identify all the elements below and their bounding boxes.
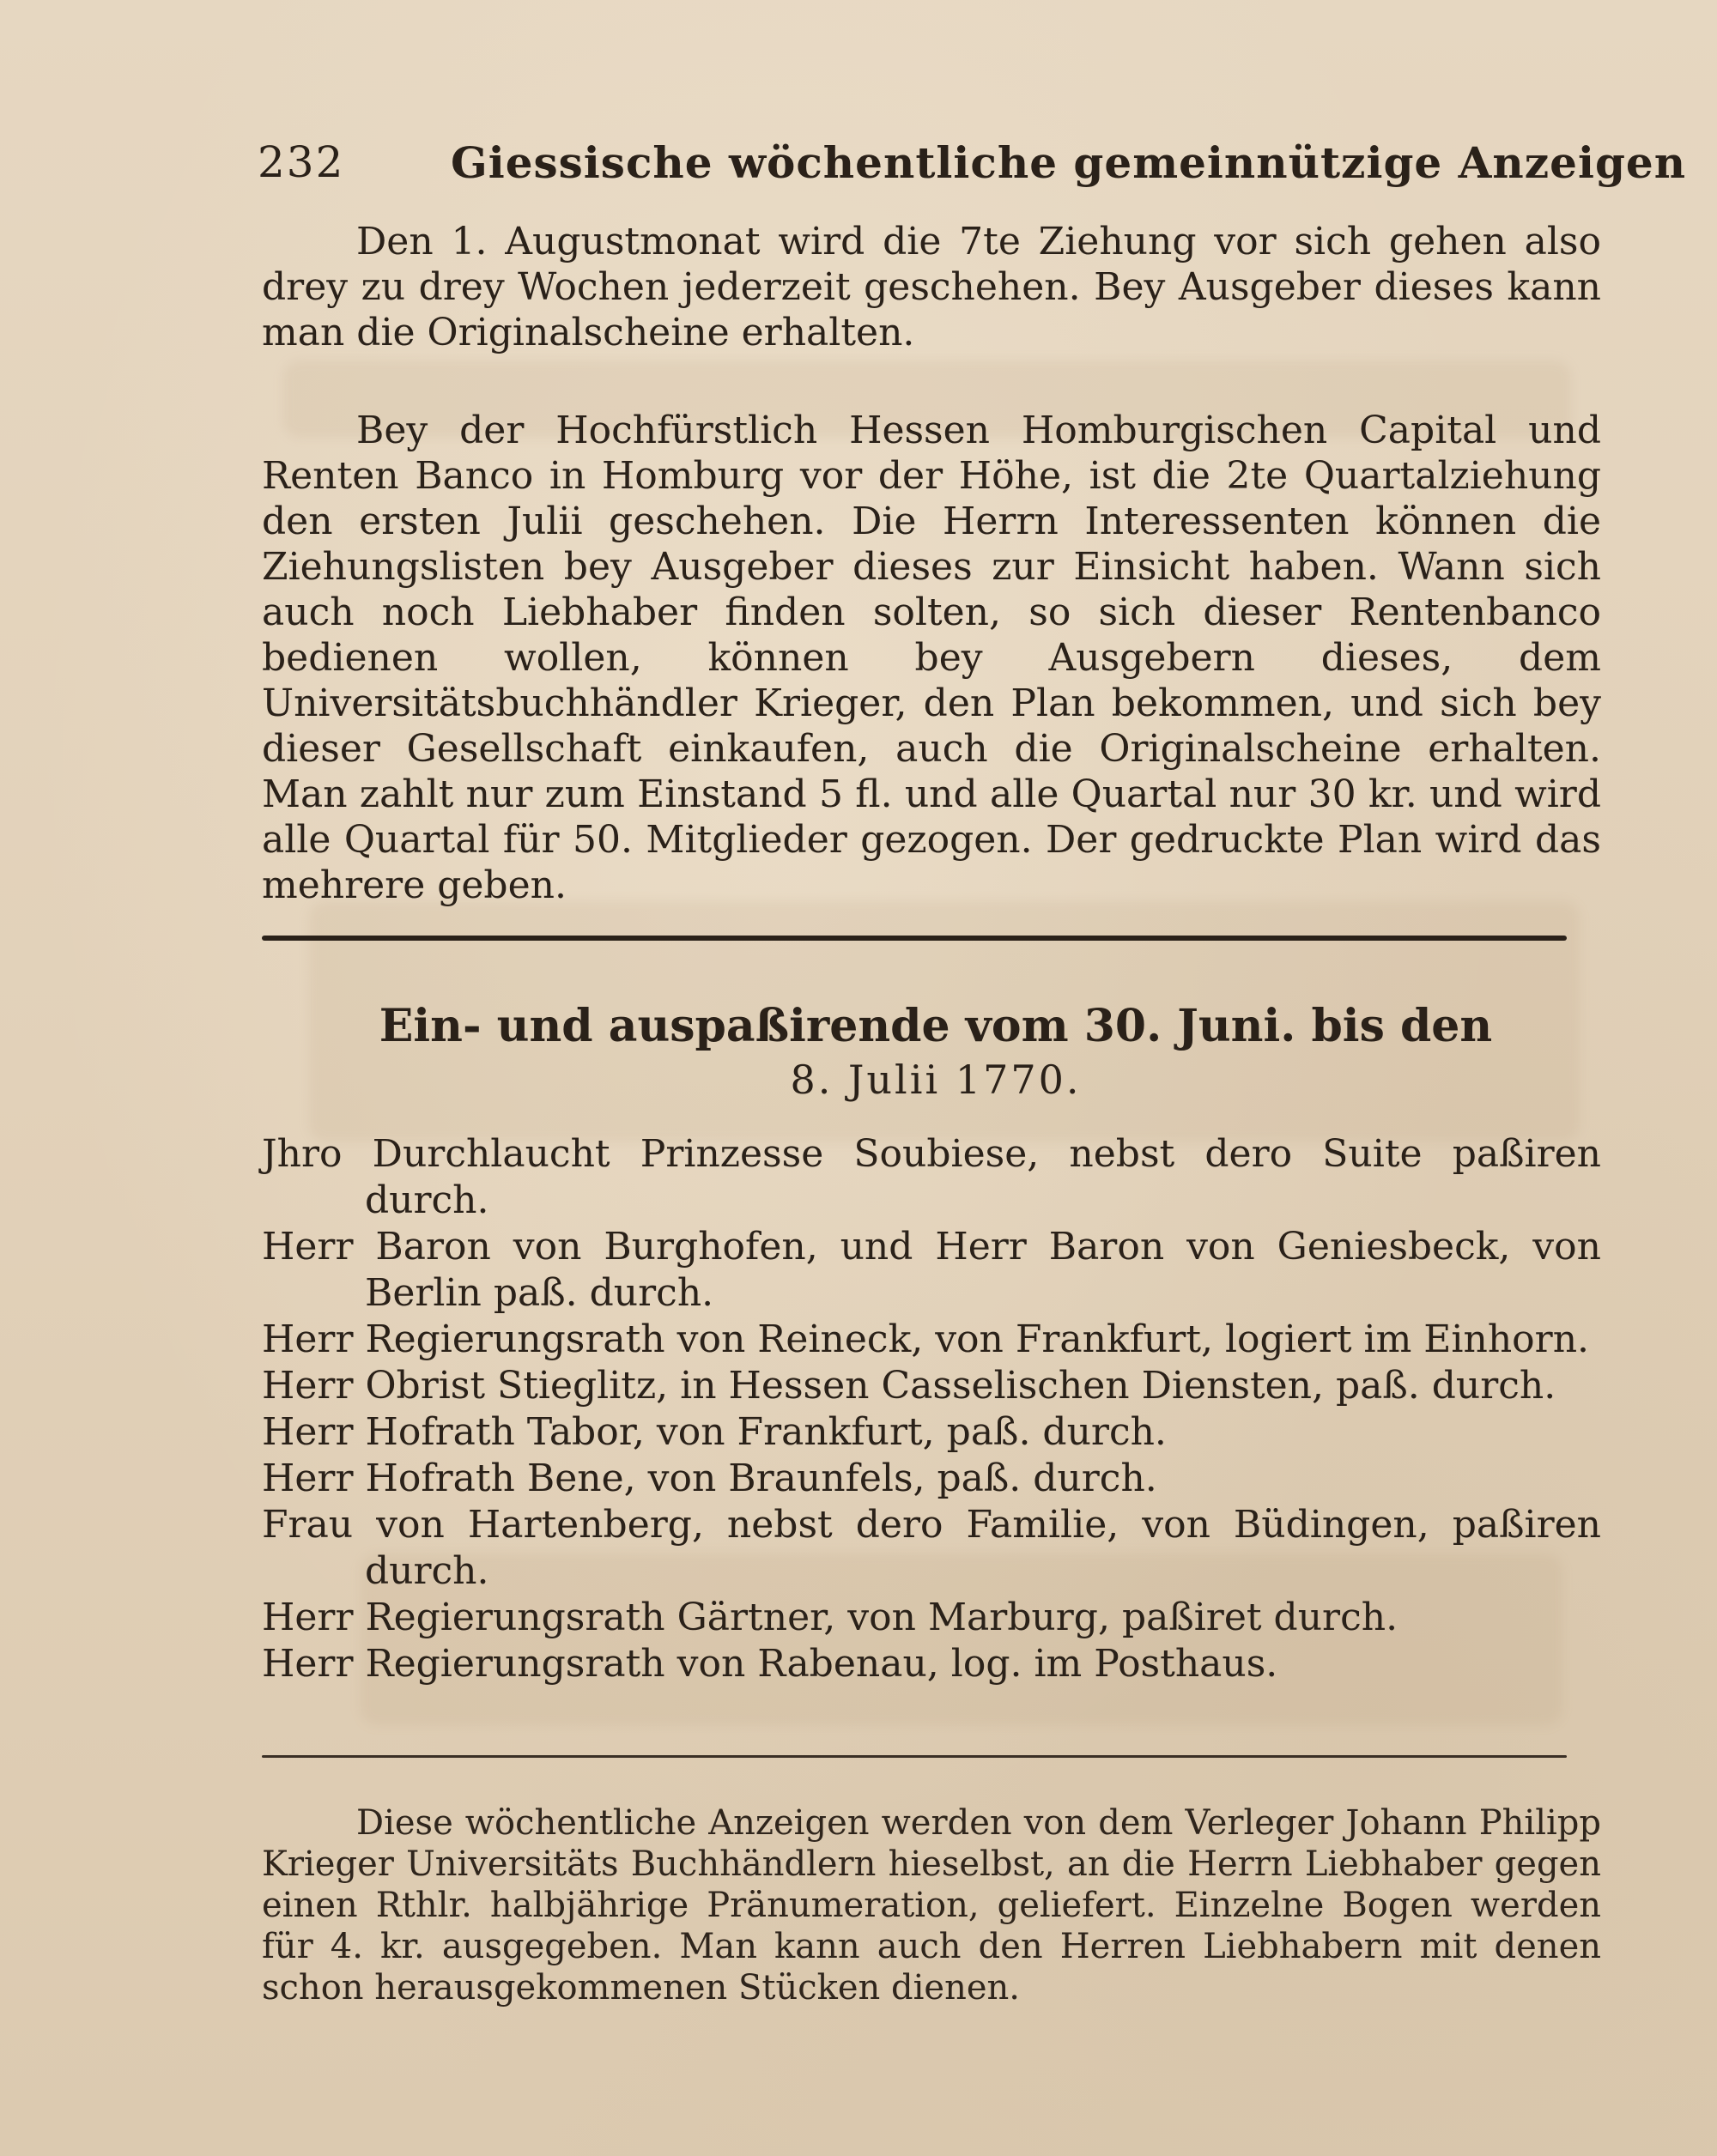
paragraph-text: Bey der Hochfürstlich Hessen Homburgischen Capital und Renten Banco in Homburg vor der Höhe, ist die 2te Quartalziehung den ersten Julii geschehen. Die Herrn Interessenten können die Ziehungslisten bey Ausgeber dieses zur Einsicht haben. Wann sich auch noch Liebhaber finden solten, so sich dieser Rentenbanco bedienen wollen, können bey Ausgebern dieses, dem Universitätsbuchhändler Krieger, den Plan bekommen, und sich bey dieser Gesellschaft einkaufen, auch die Originalscheine erhalten. Man zahlt nur zum Einstand 5 fl. und alle Quartal nur 30 kr. und wird alle Quartal für 50. Mitglieder gezogen. Der gedruckte Plan wird das mehrere geben. xyxy=(262,409,1601,907)
running-title: Giessische wöchentliche gemeinnützige Anzeigen xyxy=(451,137,1687,188)
list-item: Herr Hofrath Tabor, von Frankfurt, paß. durch. xyxy=(262,1410,1167,1454)
list-item: Herr Hofrath Bene, von Braunfels, paß. durch. xyxy=(262,1457,1157,1500)
list-item: Herr Regierungsrath von Reineck, von Frankfurt, logiert im Einhorn. xyxy=(262,1317,1590,1361)
section-heading xyxy=(378,1000,1494,1106)
section-heading-line1: Ein- und auspaßirende vom 30. Juni. bis den xyxy=(379,1000,1493,1052)
paragraph-text: Den 1. Augustmonat wird die 7te Ziehung vor sich gehen also drey zu drey Wochen jederzeit geschehen. Bey Ausgeber dieses kann man die Originalscheine erhalten. xyxy=(262,220,1601,354)
list-item: Herr Regierungsrath von Rabenau, log. im Posthaus. xyxy=(262,1642,1278,1686)
list-item: Jhro Durchlaucht Prinzesse Soubiese, nebst dero Suite paßiren durch. xyxy=(262,1132,1601,1222)
section-heading-line2: 8. Julii 1770. xyxy=(790,1057,1082,1103)
list-item: Herr Obrist Stieglitz, in Hessen Casselischen Diensten, paß. durch. xyxy=(262,1364,1556,1408)
list-item: Frau von Hartenberg, nebst dero Familie, von Büdingen, paßiren durch. xyxy=(262,1503,1601,1593)
paragraph-lottery-drawing xyxy=(262,219,1601,355)
footer-notice xyxy=(262,1802,1601,2008)
list-item: Herr Baron von Burghofen, und Herr Baron von Geniesbeck, von Berlin paß. durch. xyxy=(262,1225,1601,1315)
travellers-list xyxy=(262,1131,1601,1687)
footer-divider xyxy=(262,1755,1567,1758)
page-number: 232 xyxy=(258,137,345,187)
section-divider xyxy=(262,936,1567,941)
footer-notice-text: Diese wöchentliche Anzeigen werden von dem Verleger Johann Philipp Krieger Universitäts Buchhändlern hieselbst, an die Herrn Liebhaber gegen einen Rthlr. halbjährige Pränumeration, geliefert. Einzelne Bogen werden für 4. kr. ausgegeben. Man kann auch den Herren Liebhabern mit denen schon herausgekommenen Stücken dienen. xyxy=(262,1803,1601,2008)
paragraph-renten-banco xyxy=(262,408,1601,908)
list-item: Herr Regierungsrath Gärtner, von Marburg, paßiret durch. xyxy=(262,1596,1398,1639)
page-header xyxy=(258,129,1687,197)
